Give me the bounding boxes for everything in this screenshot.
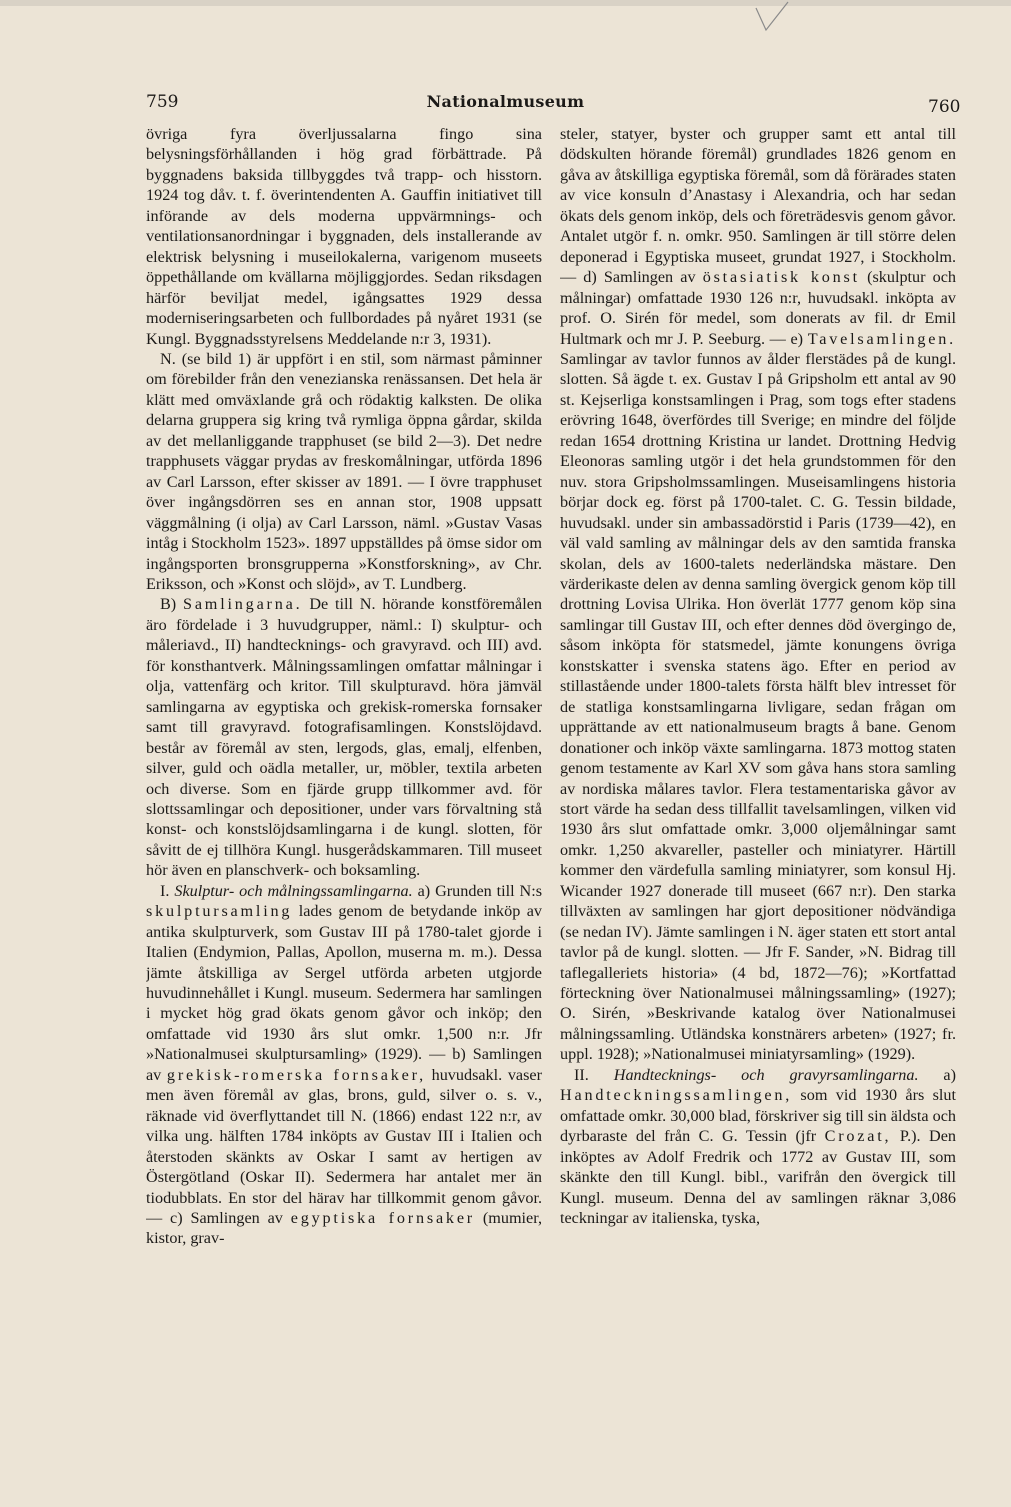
paragraph: övriga fyra överljussalarna fingo sina belysningsförhållanden i hög grad förbättrade. På byggnadens baksida tillbyggdes två trapp- och hisstorn. 1924 tog dåv. t. f. överintendenten A. Gauffin initiativet till införande av dels moderna uppvärmnings- och ventilationsanordningar i byggnaden, dels installerande av elektrisk belysning i museilokalerna, varigenom museets öppethållande om kvällarna möjliggjordes. Sedan riksdagen härför beviljat medel, igångsattes 1929 dessa moderniseringsarbeten och fullbordades på nyåret 1931 (se Kungl. Byggnadsstyrelsens Meddelande n:r 3, 1931). (146, 125, 542, 348)
emphasis: Tavelsamlingen. (807, 329, 956, 348)
emphasis: grekisk-romerska fornsaker, (166, 1065, 426, 1084)
left-column (146, 124, 542, 1434)
right-column (560, 124, 956, 1434)
paragraph: steler, statyer, byster och grupper samt ett antal till dödskulten hörande föremål) grundlades 1826 genom en gåva av åtskilliga egyptiska föremål, som då förärades staten av vice konsuln d’Anastasy i Alexandria, och har sedan ökats dels genom inköp, dels och företrädesvis genom gåvor. Antalet utgör f. n. omkr. 950. Samlingen är till större delen deponerad i Egyptiska museet, grundat 1927, i Stockholm. — d) Samlingen av östasiatisk konst (skulptur och målningar) omfattade 1930 126 n:r, huvudsakl. inköpta av prof. O. Sirén för medel, som donerats av fil. dr Emil Hultmark och mr J. P. Seeburg. — e) Tavelsamlingen. Samlingar av tavlor funnos av ålder flerstädes på de kungl. slotten. Så ägde t. ex. Gustav I på Gripsholm ett antal av 90 st. Kejserliga konstsamlingen i Prag, som togs efter stadens erövring 1648, överfördes till Sverige; en mindre del följde redan 1654 drottning Kristina ur landet. Drottning Hedvig Eleonoras samling utgör i det hela grundstommen för den nuv. stora Gripsholmssamlingen. Museisamlingens historia börjar dock eg. först på 1700-talet. C. G. Tessin bildade, huvudsakl. under sin ambassadörstid i Paris (1739—42), en väl vald samling av målningar dels av den samtida franska skolan, dels av 1600-talets nederländska mästare. Den värderikaste delen av denna samling övergick genom köp till drottning Lovisa Ulrika. Hon överlät 1777 genom köp sina samlingar till Gustav III, och efter dennes död övergingo de, såsom inköpta för statsmedel, jämte konungens övriga konstskatter i svenska statens ägo. Efter en period av stillastående under 1800-talets första hälft blev intresset för de statliga konstsamlingarna livligare, sedan frågan om upprättande av ett nationalmuseum bragts å bane. Genom donationer och inköp växte samlingarna. 1873 mottog staten genom testamente av Karl XV som gåva hans stora samling av nordiska målares tavlor. Flera testamentariska gåvor av stort värde ha sedan dess tillfallit tavelsamlingen, vilken vid 1930 års slut omfattade omkr. 3,000 oljemålningar samt omkr. 1,250 akvareller, pasteller och miniatyrer. Härtill kommer den värdefulla samling miniatyrer, som konsul Hj. Wicander 1927 donerade till museet (667 n:r). Den starka tillväxten av samlingen har gjort depositioner nödvändiga (se nedan IV). Jämte samlingen i N. äger staten ett stort antal tavlor på de kungl. slotten. — Jfr F. Sander, »N. Bidrag till taflegalleriets historia» (4 bd, 1872—76); »Kortfattad förteckning över Nationalmusei målningssamling» (1927); O. Sirén, »Beskrivande katalog över Nationalmusei målningssamling. Utländska konstnärers arbeten» (1927; fr. uppl. 1928); »Nationalmusei miniatyrsamling» (1929). (560, 125, 956, 1064)
section-heading: Samlingarna. (183, 595, 303, 614)
emphasis: Handteckningssamlingen, (560, 1086, 793, 1105)
running-title: Nationalmuseum (426, 92, 585, 111)
page-number-right: 760 (928, 97, 961, 117)
page-number-left: 759 (146, 92, 179, 112)
pencil-mark-icon (752, 0, 792, 40)
section-heading: Skulptur- och målningssamlingarna. (174, 881, 413, 900)
emphasis: östasiatisk konst (702, 268, 860, 287)
emphasis: egyptiska fornsaker (290, 1209, 475, 1228)
paragraph: N. (se bild 1) är uppfört i en stil, som närmast påminner om förebilder från den venezianska renässansen. Det hela är klätt med omväxlande grå och rödaktig kalksten. De olika delarna gruppera sig kring två rymliga öppna gårdar, skilda av det mellanliggande trapphuset (se bild 2—3). Det nedre trapphusets väggar prydas av freskomålningar, utförda 1896 av Carl Larsson, efter skisser av 1891. — I övre trapphuset över ingångsdörren ses en annan stor, 1908 uppsatt väggmålning (i olja) av Carl Larsson, näml. »Gustav Vasas intåg i Stockholm 1523». 1897 uppställdes på ömse sidor om ingångsporten bronsgrupperna »Konstforskning», av Chr. Eriksson, och »Konst och slöjd», av T. Lundberg. (146, 349, 542, 593)
emphasis: Crozat, (824, 1127, 892, 1146)
paragraph: II. Handtecknings- och gravyrsamlingarna. a) Handteckningssamlingen, som vid 1930 års slut omfattade omkr. 30,000 blad, förskriver sig till sin äldsta och dyrbaraste del från C. G. Tessin (jfr Crozat, P.). Den inköptes av Adolf Fredrik och 1772 av Gustav III, som skänkte den till Kungl. bibl., varifrån den övergick till Kungl. museum. Denna del av samlingen räknar 3,086 teckningar av italienska, tyska, (560, 1065, 956, 1228)
scan-edge (0, 0, 1011, 6)
section-heading: Handtecknings- och gravyrsamlingarna. (613, 1065, 919, 1084)
emphasis: skulptursamling (146, 902, 293, 921)
paragraph: I. Skulptur- och målningssamlingarna. a) Grunden till N:s skulptursamling lades genom de betydande inköp av antika skulpturverk, som Gustav III på 1780-talet gjorde i Italien (Endymion, Pallas, Apollon, muserna m. m.). Dessa jämte åtskilliga av Sergel utförda arbeten utgjorde huvudinnehållet i Kungl. museum. Sedermera har samlingen i mycket hög grad ökats genom gåvor och inköp; den omfattade vid 1930 års slut omkr. 1,500 n:r. Jfr »Nationalmusei skulptursamling» (1929). — b) Samlingen av grekisk-romerska fornsaker, huvudsakl. vaser men även föremål av glas, brons, guld, silver o. s. v., räknade vid överflyttandet till N. (1866) endast 122 n:r, av vilka ung. hälften 1784 inköpts av Gustav III i Italien och återstoden skänkts av Oskar I samt av hertigen av Östergötland (Oskar II). Sedermera har antalet mer än tiodubblats. En stor del härav har tillkommit genom gåvor. — c) Samlingen av egyptiska fornsaker (mumier, kistor, grav- (146, 881, 542, 1248)
paragraph: B) Samlingarna. De till N. hörande konstföremålen äro fördelade i 3 huvudgrupper, näml.: I) skulptur- och måleriavd., II) handtecknings- och gravyravd. och III) avd. för konsthantverk. Målningssamlingen omfattar målningar i olja, vattenfärg och kritor. Till skulpturavd. höra jämväl samlingarna av egyptiska och grekisk-romerska fornsaker samt till gravyravd. fotografisamlingen. Konstslöjdavd. består av föremål av sten, lergods, glas, emalj, elfenben, silver, guld och oädla metaller, ur, möbler, textila arbeten och diverse. Som en fjärde grupp tillkommer avd. för slottssamlingar och depositioner, under vars förvaltning stå konst- och konstslöjdsamlingarna i de kungl. slotten, för såvitt de ej tillhöra Kungl. husgerådskammaren. Till museet hör även en planschverk- och boksamling. (146, 595, 542, 880)
